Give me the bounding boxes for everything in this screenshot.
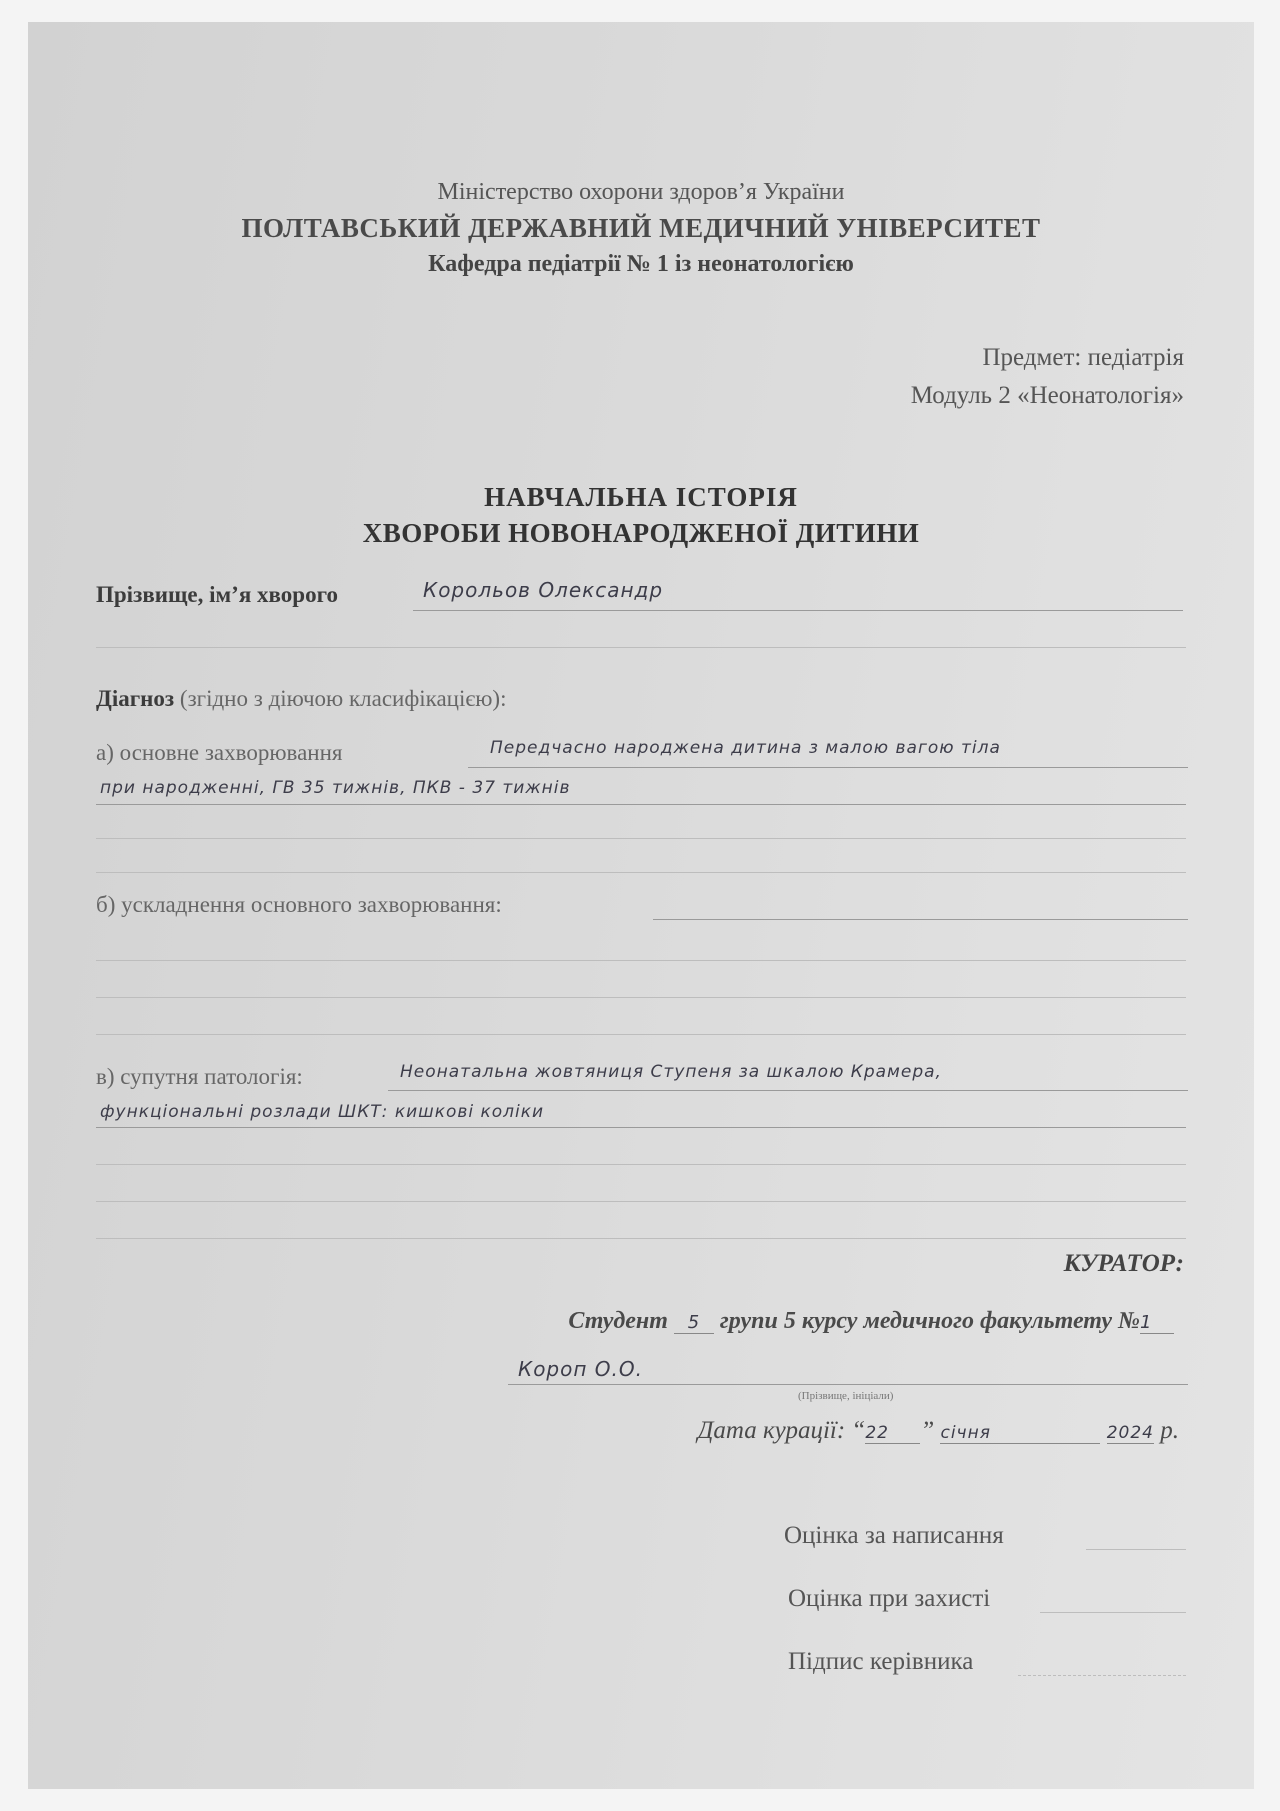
- main-disease-line: [468, 767, 1188, 768]
- ministry-name: Міністерство охорони здоров’я України: [437, 179, 845, 205]
- blank-line: [96, 1238, 1186, 1239]
- main-disease-value-2: при народженні, ГВ 35 тижнів, ПКВ - 37 тижнів: [100, 778, 571, 798]
- comorbid-value: Неонатальна жовтяниця Ступеня за шкалою Крамера,: [400, 1062, 942, 1082]
- blank-line: [96, 1201, 1186, 1202]
- department-name: Кафедра педіатрії № 1 із неонатологією: [428, 251, 854, 277]
- comorbid-label: в) супутня патологія:: [96, 1064, 303, 1089]
- complications-label: б) ускладнення основного захворювання:: [96, 892, 502, 917]
- curation-date: Дата курації: “22 ” січня 2024 р.: [697, 1417, 1179, 1444]
- subject-line: Предмет: педіатрія: [982, 344, 1184, 371]
- document-title-line2: ХВОРОБИ НОВОНАРОДЖЕНОЇ ДИТИНИ: [362, 518, 920, 548]
- blank-line: [96, 647, 1186, 648]
- module-line: Модуль 2 «Неонатологія»: [910, 382, 1184, 409]
- comorbid-line: [388, 1090, 1188, 1091]
- date-month: січня: [940, 1423, 1100, 1444]
- student-name: Короп О.О.: [518, 1357, 643, 1381]
- group-number: 5: [674, 1312, 714, 1334]
- blank-line: [96, 997, 1186, 998]
- curator-heading: КУРАТОР:: [1063, 1250, 1184, 1277]
- document-page: [28, 22, 1254, 1789]
- blank-line: [96, 960, 1186, 961]
- grade-defense-label: Оцінка при захисті: [788, 1585, 991, 1612]
- document-title-line1: НАВЧАЛЬНА ІСТОРІЯ: [484, 482, 798, 512]
- student-name-caption: (Прізвище, ініціали): [798, 1390, 894, 1402]
- student-line: Студент 5 групи 5 курсу медичного факультету №1: [568, 1308, 1174, 1335]
- main-disease-value: Передчасно народжена дитина з малою вагою тіла: [490, 738, 1001, 758]
- main-disease-line-2: [96, 804, 1186, 805]
- blank-line: [96, 1034, 1186, 1035]
- date-year: 2024: [1106, 1423, 1154, 1443]
- faculty-number: 1: [1140, 1312, 1174, 1334]
- complications-line: [653, 919, 1188, 920]
- university-name: ПОЛТАВСЬКИЙ ДЕРЖАВНИЙ МЕДИЧНИЙ УНІВЕРСИТЕТ: [241, 213, 1041, 243]
- blank-line: [96, 872, 1186, 873]
- student-name-line: [508, 1384, 1188, 1385]
- patient-name-value: Корольов Олександр: [423, 578, 664, 602]
- supervisor-signature-label: Підпис керівника: [788, 1648, 974, 1675]
- blank-line: [96, 1164, 1186, 1165]
- patient-name-label: Прізвище, ім’я хворого: [96, 582, 338, 607]
- grade-writing-label: Оцінка за написання: [784, 1522, 1004, 1549]
- comorbid-value-2: функціональні розлади ШКТ: кишкові коліки: [100, 1102, 545, 1122]
- supervisor-signature-line: [1018, 1675, 1186, 1676]
- patient-name-line: [413, 610, 1183, 611]
- grade-defense-line: [1040, 1612, 1186, 1613]
- comorbid-line-2: [96, 1127, 1186, 1128]
- main-disease-label: а) основне захворювання: [96, 740, 343, 765]
- date-day: 22: [865, 1423, 920, 1444]
- grade-writing-line: [1086, 1549, 1186, 1550]
- blank-line: [96, 838, 1186, 839]
- diagnosis-label: Діагноз (згідно з діючою класифікацією):: [96, 686, 507, 711]
